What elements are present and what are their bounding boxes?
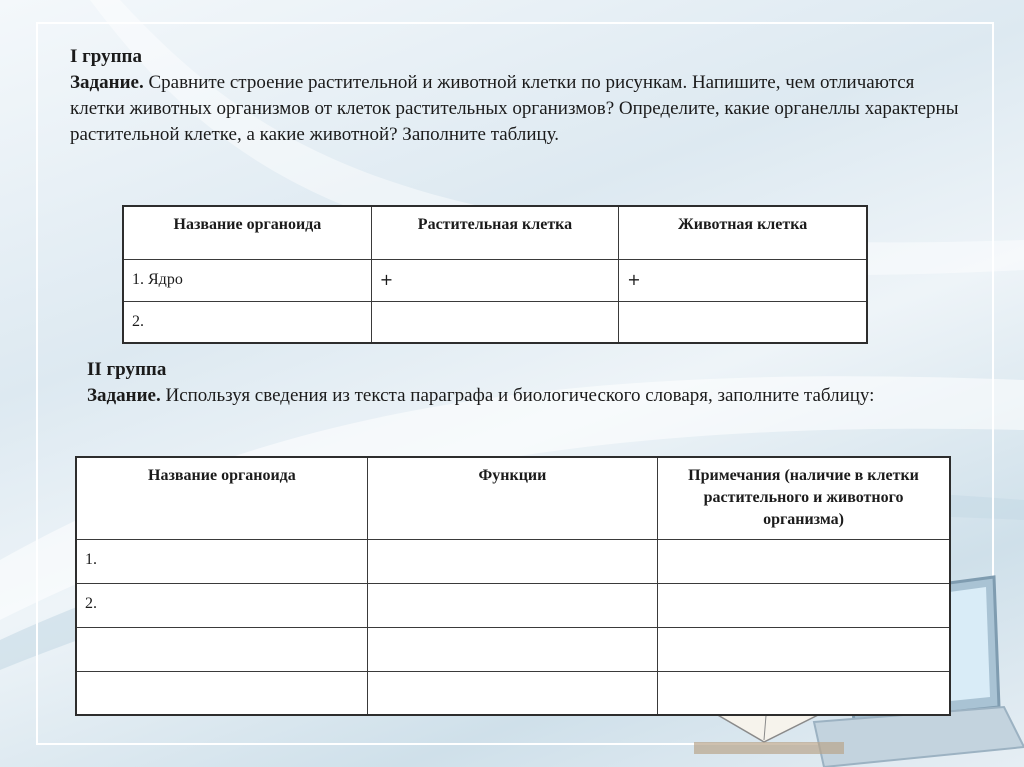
table-cell[interactable]: [658, 671, 950, 715]
table-cell[interactable]: [367, 627, 657, 671]
header-plant-cell: Растительная клетка: [371, 206, 618, 259]
group1-task: [70, 70, 970, 148]
group1-block: [70, 44, 970, 148]
table-header-row: [123, 206, 867, 259]
table-header-row: [76, 457, 950, 539]
table-row: [76, 583, 950, 627]
table-cell[interactable]: [658, 583, 950, 627]
table-cell[interactable]: [619, 301, 867, 343]
table-row: [76, 627, 950, 671]
table-cell[interactable]: 2.: [123, 301, 371, 343]
table-cell[interactable]: 1. Ядро: [123, 259, 371, 301]
group2-block: [87, 357, 967, 409]
table-cell[interactable]: [76, 671, 367, 715]
header-functions: Функции: [367, 457, 657, 539]
header-notes: Примечания (наличие в клетки растительного и животного организма): [658, 457, 950, 539]
group2-task: [87, 383, 967, 409]
table-row: [123, 259, 867, 301]
group1-task-text: Сравните строение растительной и животной клетки по рисункам. Напишите, чем отличаются клетки животных организмов от клеток растительных организмов? Определите, какие органеллы характерны растительной клетке, а какие животной? Заполните таблицу.: [70, 72, 959, 145]
table-cell[interactable]: +: [371, 259, 618, 301]
table-row: [123, 301, 867, 343]
table-cell[interactable]: [76, 627, 367, 671]
table-cell[interactable]: [658, 627, 950, 671]
table-row: [76, 539, 950, 583]
table-cell[interactable]: 2.: [76, 583, 367, 627]
header-organelle-name: Название органоида: [76, 457, 367, 539]
group2-task-label: Задание.: [87, 385, 161, 406]
organelle-comparison-table: [122, 205, 868, 344]
table-cell[interactable]: [367, 539, 657, 583]
group2-task-text: Используя сведения из текста параграфа и биологического словаря, заполните таблицу:: [160, 385, 875, 406]
table-cell[interactable]: [371, 301, 618, 343]
table-cell[interactable]: 1.: [76, 539, 367, 583]
group2-heading: II группа: [87, 359, 167, 380]
table-cell[interactable]: [658, 539, 950, 583]
table-cell[interactable]: +: [619, 259, 867, 301]
table-row: [76, 671, 950, 715]
group1-task-label: Задание.: [70, 72, 144, 93]
header-animal-cell: Животная клетка: [619, 206, 867, 259]
table-cell[interactable]: [367, 583, 657, 627]
organelle-functions-table: [75, 456, 951, 716]
header-organelle-name: Название органоида: [123, 206, 371, 259]
table-cell[interactable]: [367, 671, 657, 715]
group1-heading: I группа: [70, 46, 142, 67]
